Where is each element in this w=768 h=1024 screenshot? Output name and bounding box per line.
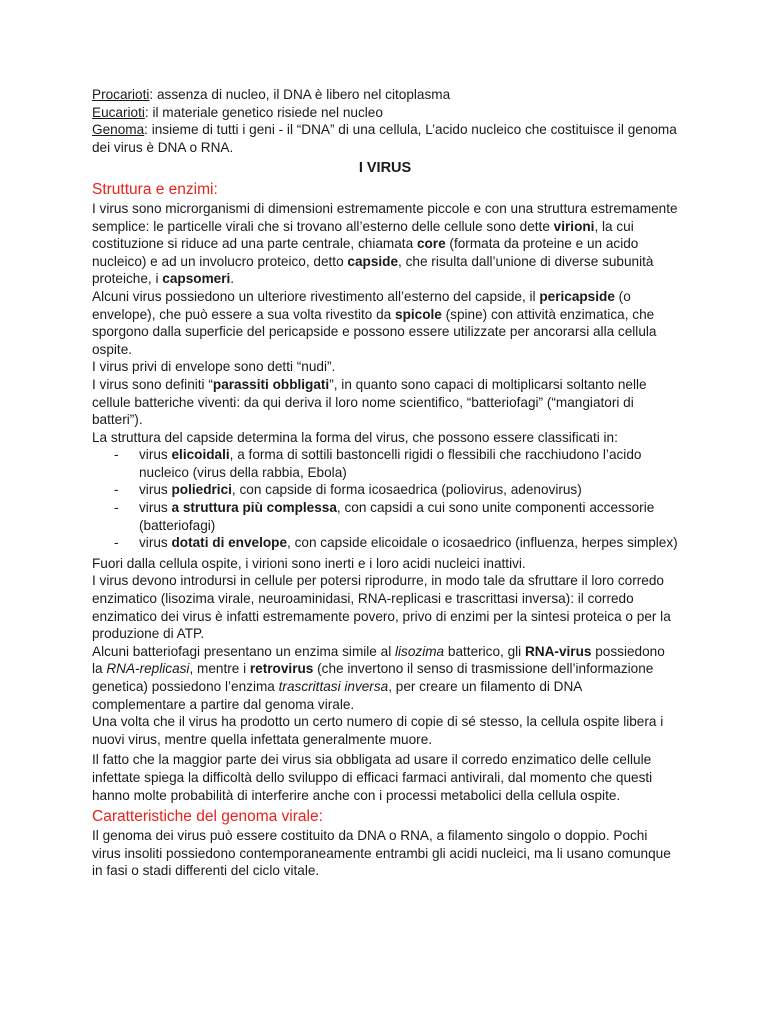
text-run: , la cui costituzione si riduce ad una parte centrale, chiamata: [92, 218, 634, 252]
definition-text: : insieme di tutti i geni - il “DNA” di una cellula, L’acido nucleico che costituisce il genoma dei virus è DNA o RNA.: [92, 122, 677, 155]
bold-term: spicole: [395, 306, 442, 322]
document-title: I VIRUS: [358, 160, 412, 177]
paragraph-rna-virus: [92, 643, 678, 713]
text-run: , con capsidi a cui sono unite componenti accessorie (batteriofagi): [139, 500, 655, 533]
text-run: Alcuni virus possiedono un ulteriore rivestimento all’esterno del capside, il: [92, 288, 540, 304]
definition-procarioti: [92, 86, 678, 104]
text-run: virus: [139, 447, 172, 463]
text-run: , con capside di forma icosaedrica (poliovirus, adenovirus): [231, 482, 582, 498]
list-item: [92, 499, 678, 534]
bold-term: virioni: [553, 218, 595, 234]
bold-term: retrovirus: [249, 661, 314, 677]
text-run: , a forma di sottili bastoncelli rigidi o flessibili che racchiudono l’acido nucleico (virus della rabbia, Ebola): [139, 447, 642, 480]
paragraph-genome: Il genoma dei virus può essere costituito da DNA o RNA, a filamento singolo o doppio. Pochi virus insoliti possiedono contemporaneamente entrambi gli acidi nucleici, ma li usano comunque in fasi o stadi differenti del ciclo vitale.: [92, 828, 671, 879]
bold-term: pericapside: [539, 288, 615, 304]
bold-term: capside: [347, 253, 399, 269]
text-run: virus: [139, 535, 172, 551]
bold-term: core: [416, 236, 446, 252]
paragraph-antiviral: Il fatto che la maggior parte dei virus sia obbligata ad usare il corredo enzimatico delle cellule infettate spiega la difficoltà dello sviluppo di efficaci farmaci antivirali, dal momento che questi hanno molte probabilità di interferire anche con i processi metabolici della cellula ospite.: [92, 752, 653, 803]
bullet-dash: -: [114, 482, 119, 498]
text-run: (che invertono il senso di trasmissione dell’informazione genetica) possiedono l’enzima: [92, 661, 654, 694]
text-run: , mentre i: [189, 661, 250, 677]
definition-text: : il materiale genetico risiede nel nucleo: [144, 104, 383, 120]
bullet-dash: -: [114, 500, 119, 516]
italic-term: RNA-replicasi: [106, 661, 190, 677]
text-run: I virus sono microrganismi di dimensioni estremamente piccole e con una struttura estremamente semplice: le particelle virali che si trovano all’esterno delle cellule sono dette: [92, 200, 678, 234]
bold-term: parassiti obbligati: [212, 376, 330, 392]
text-run: , per creare un filamento di DNA complementare a partire dal genoma virale.: [92, 679, 582, 712]
paragraph-parassiti: [92, 376, 678, 429]
text-run: I virus sono definiti “: [92, 376, 213, 392]
text-run: , con capside elicoidale o icosaedrico (influenza, herpes simplex): [287, 535, 678, 551]
definition-text: : assenza di nucleo, il DNA è libero nel citoplasma: [149, 87, 451, 102]
list-item: [92, 534, 678, 552]
bold-term: poliedrici: [171, 482, 232, 498]
document-page: [92, 86, 678, 880]
text-run: batterico, gli: [444, 643, 525, 659]
text-run: possiedono la: [92, 643, 665, 677]
paragraph-nudi: I virus privi di envelope sono detti “nudi”.: [92, 359, 336, 375]
italic-term: lisozima: [395, 643, 445, 659]
bullet-dash: -: [114, 447, 119, 463]
bold-term: a struttura più complessa: [171, 500, 337, 516]
bold-term: RNA-virus: [524, 643, 592, 659]
paragraph-structure: [92, 200, 678, 288]
definition-term: Eucarioti: [92, 104, 145, 120]
paragraph-release: Una volta che il virus ha prodotto un certo numero di copie di sé stesso, la cellula ospite libera i nuovi virus, mentre quella infettata generalmente muore.: [92, 714, 664, 747]
list-item: [92, 446, 678, 481]
text-run: virus: [139, 482, 172, 498]
paragraph-inert: Fuori dalla cellula ospite, i virioni sono inerti e i loro acidi nucleici inattivi.: [92, 555, 526, 571]
paragraph-pericapside: [92, 288, 678, 358]
text-run: , che risulta dall’unione di diverse subunità proteiche, i: [92, 253, 654, 287]
text-run: (formata da proteine e un acido nucleico) e ad un involucro proteico, detto: [92, 236, 639, 269]
bold-term: elicoidali: [171, 447, 230, 463]
list-item: [92, 481, 678, 499]
definition-term: Genoma: [92, 122, 145, 138]
text-run: ”, in quanto sono capaci di moltiplicarsi soltanto nelle cellule batteriche viventi: da qui deriva il loro nome scientifico, “batteriofagi” (“mangiatori di batteri”).: [92, 376, 647, 428]
bold-term: dotati di envelope: [171, 535, 288, 551]
text-run: (o envelope), che può essere a sua volta rivestito da: [92, 288, 631, 322]
paragraph-classification: La struttura del capside determina la forma del virus, che possono essere classificati in:: [92, 429, 618, 445]
section-heading-structure: Struttura e enzimi:: [92, 180, 218, 198]
text-run: .: [230, 271, 235, 287]
definition-term: Procarioti: [92, 87, 150, 102]
definition-eucarioti: [92, 104, 678, 122]
paragraph-enzymes: I virus devono introdursi in cellule per potersi riprodurre, in modo tale da sfruttare il loro corredo enzimatico (lisozima virale, neuroaminidasi, RNA-replicasi e trascrittasi inversa): il corredo enzimatico dei virus è infatti estremamente povero, privo di enzimi per la sintesi proteica o per la produzione di ATP.: [92, 573, 671, 642]
bold-term: capsomeri: [162, 271, 231, 287]
text-run: virus: [139, 500, 172, 516]
text-run: Alcuni batteriofagi presentano un enzima simile al: [92, 643, 396, 659]
section-heading-genome: Caratteristiche del genoma virale:: [92, 808, 323, 826]
bullet-dash: -: [114, 535, 119, 551]
text-run: (spine) con attività enzimatica, che sporgono dalla superficie del pericapside e possono essere utilizzate per ancorarsi alla cellula ospite.: [92, 306, 657, 357]
definition-genoma: [92, 121, 678, 156]
virus-shape-list: [92, 446, 678, 552]
italic-term: trascrittasi inversa: [278, 679, 389, 694]
